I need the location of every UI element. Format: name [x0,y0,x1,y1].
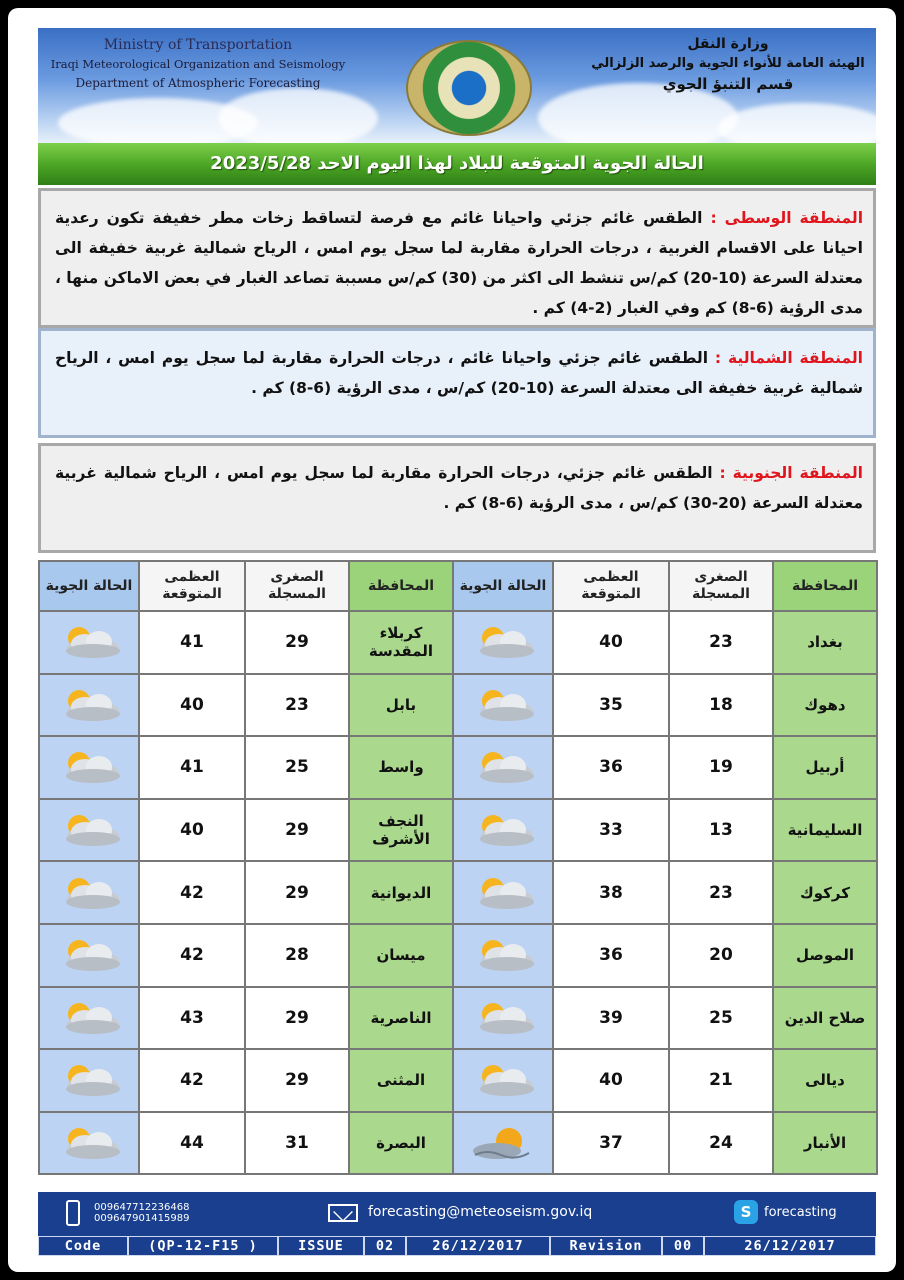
max-temp-cell: 33 [553,799,669,862]
min-temp-cell: 23 [245,674,349,737]
header-min-temp: الصغرى المسجلة [245,561,349,611]
dust-sun-icon [467,1121,539,1165]
table-header-row [39,561,877,611]
min-temp-cell: 25 [245,736,349,799]
partly-cloudy-icon [53,808,125,852]
governorate-cell: الناصرية [349,987,453,1050]
phone-number: 009647901415989 [94,1213,190,1224]
region-text: الطقس غائم جزئي، درجات الحرارة مقاربة لما سجل يوم امس ، الرياح شمالية غربية معتدلة السرعة (20-30) كم/س ، مدى الرؤية (6-8) كم . [55,464,863,512]
arabic-header [588,34,868,94]
region-north [38,328,876,438]
max-temp-cell: 43 [139,987,245,1050]
condition-cell [39,799,139,862]
max-temp-cell: 40 [553,1049,669,1112]
governorate-cell: الموصل [773,924,877,987]
max-temp-cell: 42 [139,924,245,987]
condition-cell [453,674,553,737]
governorate-cell: كركوك [773,861,877,924]
english-header [48,36,348,93]
region-text: الطقس غائم جزئي واحيانا غائم مع فرصة لتساقط زخات مطر خفيفة تكون رعدية احيانا على الاقسام الغربية ، درجات الحرارة مقاربة لما سجل يوم امس ، الرياح شمالية غربية خفيفة الى معتدلة السرعة (10-20) كم/س تنشط الى اكثر من (30) كم/س مسببة تصاعد الغبار في بعض الاماكن منها ، مدى الرؤية (6-8) كم وفي الغبار (2-4) كم . [55,209,864,317]
partly-cloudy-icon [467,871,539,915]
partly-cloudy-icon [53,745,125,789]
partly-cloudy-icon [53,996,125,1040]
forecast-table [38,560,878,1175]
revision-date: 26/12/2017 [704,1236,876,1256]
max-temp-cell: 40 [139,674,245,737]
min-temp-cell: 23 [669,611,773,674]
organization-name-ar: الهيئة العامة للأنواء الجوية والرصد الزلزالي [591,56,865,71]
condition-cell [453,987,553,1050]
region-text: الطقس غائم جزئي واحيانا غائم ، درجات الحرارة مقاربة لما سجل يوم امس ، الرياح شمالية غربية خفيفة الى معتدلة السرعة (10-20) كم/س ، مدى الرؤية (6-8) كم . [55,349,863,397]
condition-cell [39,674,139,737]
max-temp-cell: 39 [553,987,669,1050]
max-temp-cell: 40 [553,611,669,674]
condition-cell [39,736,139,799]
min-temp-cell: 29 [245,799,349,862]
max-temp-cell: 36 [553,736,669,799]
condition-cell [453,799,553,862]
document-code-bar [38,1236,876,1256]
partly-cloudy-icon [467,683,539,727]
table-row [39,987,877,1050]
condition-cell [453,861,553,924]
table-row [39,611,877,674]
phone-number: 009647712236468 [94,1202,190,1213]
region-south [38,443,876,553]
table-row [39,674,877,737]
condition-cell [39,1112,139,1175]
phone-numbers [94,1202,189,1224]
max-temp-cell: 41 [139,611,245,674]
table-row [39,924,877,987]
header-governorate: المحافظة [349,561,453,611]
governorate-cell: بغداد [773,611,877,674]
min-temp-cell: 21 [669,1049,773,1112]
code-label: Code [38,1236,128,1256]
max-temp-cell: 40 [139,799,245,862]
skype-handle: forecasting [764,1205,837,1220]
header-max-temp: العظمى المتوقعة [139,561,245,611]
governorate-cell: النجف الأشرف [349,799,453,862]
department-name-en: Department of Atmospheric Forecasting [75,76,321,90]
min-temp-cell: 29 [245,1049,349,1112]
partly-cloudy-icon [53,1121,125,1165]
region-name: المنطقة الوسطى : [710,209,864,227]
organization-seal-icon [406,40,532,136]
region-name: المنطقة الشمالية : [714,349,863,367]
min-temp-cell: 28 [245,924,349,987]
condition-cell [39,861,139,924]
max-temp-cell: 42 [139,861,245,924]
ministry-name-ar: وزارة النقل [687,36,769,52]
min-temp-cell: 13 [669,799,773,862]
region-central [38,188,876,328]
condition-cell [453,1049,553,1112]
condition-cell [453,1112,553,1175]
partly-cloudy-icon [53,620,125,664]
revision-label: Revision [550,1236,662,1256]
table-row [39,861,877,924]
condition-cell [39,924,139,987]
condition-cell [39,987,139,1050]
forecast-page [8,8,896,1272]
condition-cell [39,611,139,674]
partly-cloudy-icon [467,1058,539,1102]
issue-label: ISSUE [278,1236,364,1256]
footer [38,1192,876,1256]
partly-cloudy-icon [53,933,125,977]
code-value: (QP-12-F15 ) [128,1236,278,1256]
governorate-cell: الديوانية [349,861,453,924]
table-row [39,736,877,799]
min-temp-cell: 23 [669,861,773,924]
governorate-cell: ديالى [773,1049,877,1112]
header-min-temp: الصغرى المسجلة [669,561,773,611]
max-temp-cell: 37 [553,1112,669,1175]
header-governorate: المحافظة [773,561,877,611]
governorate-cell: كربلاء المقدسة [349,611,453,674]
table-row [39,1049,877,1112]
governorate-cell: واسط [349,736,453,799]
min-temp-cell: 18 [669,674,773,737]
min-temp-cell: 29 [245,611,349,674]
mail-icon [328,1204,358,1222]
email-link[interactable]: forecasting@meteoseism.gov.iq [368,1204,593,1220]
max-temp-cell: 36 [553,924,669,987]
department-name-ar: قسم التنبؤ الجوي [662,75,794,93]
min-temp-cell: 20 [669,924,773,987]
region-name: المنطقة الجنوبية : [719,464,863,482]
governorate-cell: بابل [349,674,453,737]
partly-cloudy-icon [467,808,539,852]
condition-cell [453,736,553,799]
skype-icon: S [734,1200,758,1224]
phone-icon [66,1200,80,1226]
partly-cloudy-icon [467,620,539,664]
min-temp-cell: 29 [245,861,349,924]
condition-cell [453,611,553,674]
partly-cloudy-icon [467,745,539,789]
governorate-cell: الأنبار [773,1112,877,1175]
header-condition: الحالة الجوية [453,561,553,611]
organization-name-en: Iraqi Meteorological Organization and Seismology [50,57,346,71]
issue-number: 02 [364,1236,406,1256]
governorate-cell: صلاح الدين [773,987,877,1050]
max-temp-cell: 38 [553,861,669,924]
header-banner [38,28,876,143]
min-temp-cell: 19 [669,736,773,799]
table-row [39,799,877,862]
header-condition: الحالة الجوية [39,561,139,611]
min-temp-cell: 31 [245,1112,349,1175]
forecast-title: الحالة الجوية المتوقعة للبلاد لهذا اليوم الاحد 2023/5/28 [38,143,876,185]
condition-cell [39,1049,139,1112]
partly-cloudy-icon [53,1058,125,1102]
governorate-cell: البصرة [349,1112,453,1175]
min-temp-cell: 25 [669,987,773,1050]
condition-cell [453,924,553,987]
issue-date: 26/12/2017 [406,1236,550,1256]
max-temp-cell: 35 [553,674,669,737]
max-temp-cell: 41 [139,736,245,799]
revision-number: 00 [662,1236,704,1256]
partly-cloudy-icon [53,683,125,727]
partly-cloudy-icon [467,933,539,977]
governorate-cell: دهوك [773,674,877,737]
governorate-cell: أربيل [773,736,877,799]
header-max-temp: العظمى المتوقعة [553,561,669,611]
max-temp-cell: 42 [139,1049,245,1112]
governorate-cell: السليمانية [773,799,877,862]
partly-cloudy-icon [53,871,125,915]
max-temp-cell: 44 [139,1112,245,1175]
min-temp-cell: 29 [245,987,349,1050]
ministry-name-en: Ministry of Transportation [103,37,293,53]
partly-cloudy-icon [467,996,539,1040]
governorate-cell: ميسان [349,924,453,987]
governorate-cell: المثنى [349,1049,453,1112]
table-row [39,1112,877,1175]
min-temp-cell: 24 [669,1112,773,1175]
